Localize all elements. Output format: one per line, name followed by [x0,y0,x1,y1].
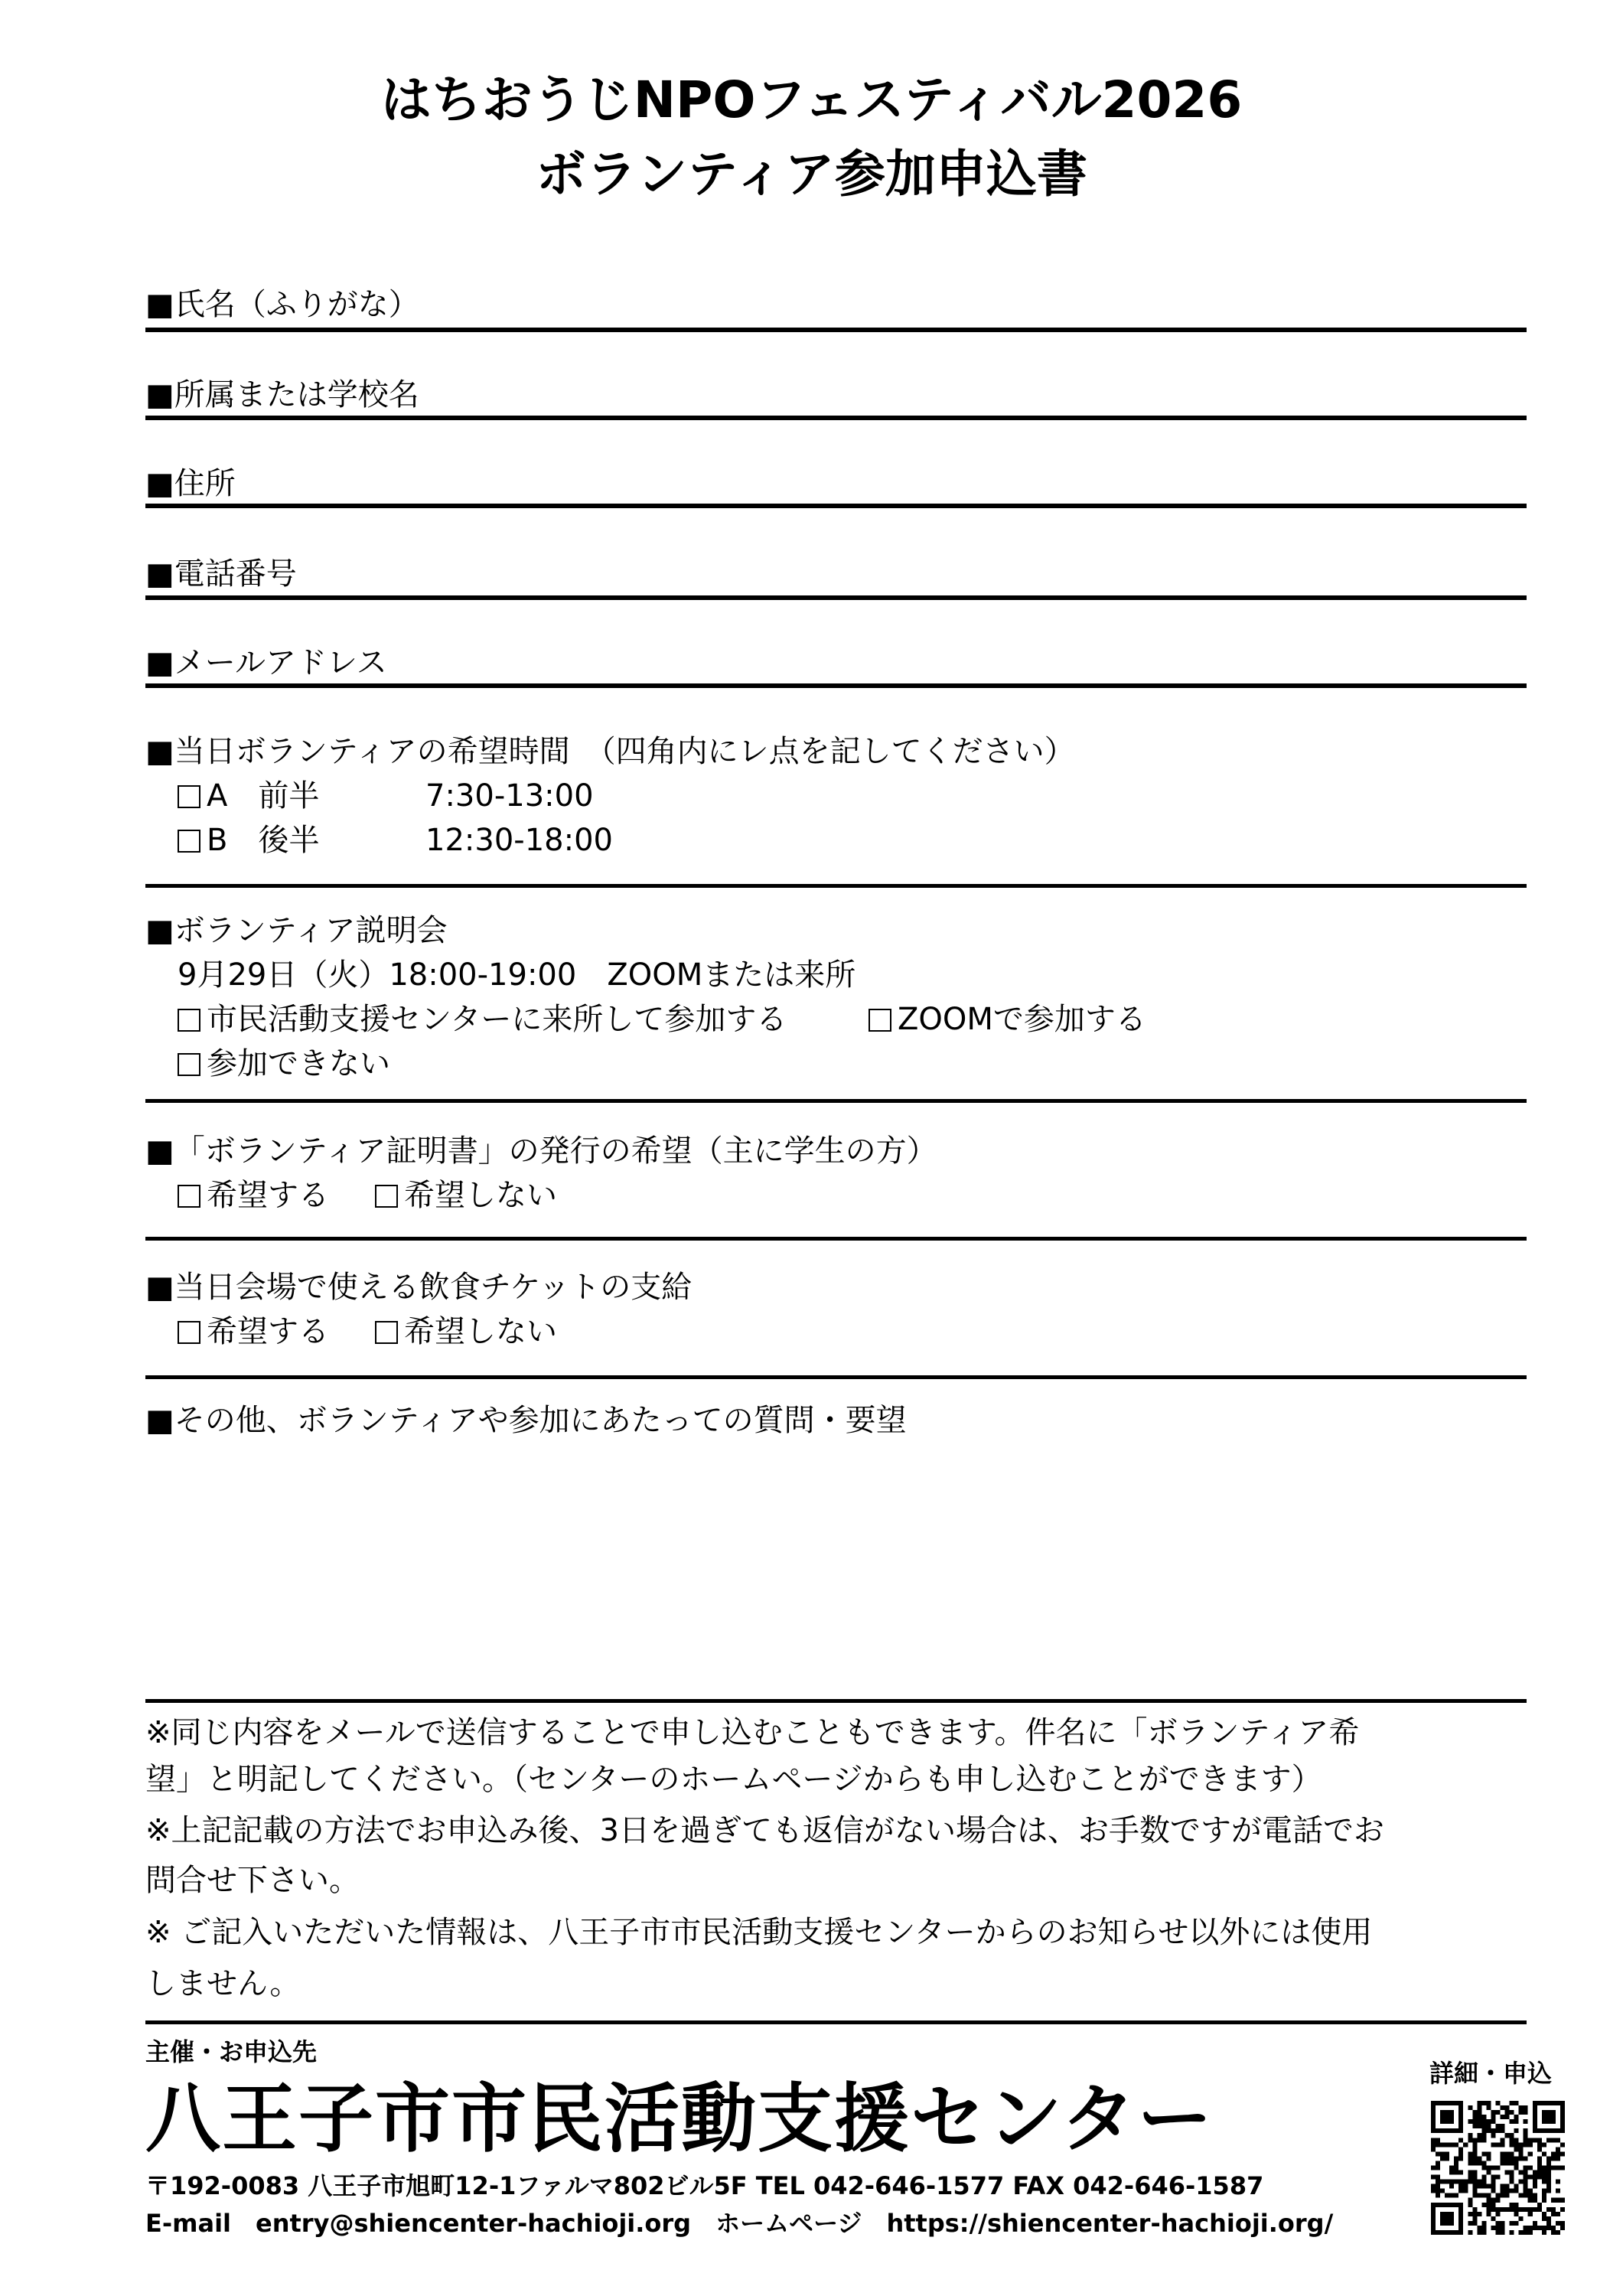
other-heading: ■その他、ボランティアや参加にあたっての質問・要望 [145,1403,907,1438]
checkbox[interactable] [178,1053,200,1076]
briefing-date: 9月29日（火）18:00-19:00 ZOOMまたは来所 [178,957,856,993]
phone-field-label: ■電話番号 [145,556,297,592]
time-option-b[interactable] [178,825,319,856]
affiliation-field-label: ■所属または学校名 [145,377,419,413]
certificate-heading: ■「ボランティア証明書」の発行の希望（主に学生の方） [145,1133,937,1169]
certificate-option-yes-label: 希望する [207,1178,329,1213]
checkbox[interactable] [178,1321,200,1344]
divider [145,1099,1527,1103]
note-line: 問合せ下さい。 [145,1863,360,1898]
divider [145,683,1527,688]
briefing-option-none[interactable] [178,1046,390,1081]
qr-label: 詳細・申込 [1429,2059,1553,2088]
checkbox[interactable] [178,830,200,853]
divider [145,504,1527,508]
email-field-label: ■メールアドレス [145,645,387,680]
briefing-option-visit[interactable] [178,1004,787,1035]
checkbox[interactable] [178,785,200,808]
host-label: 主催・お申込先 [145,2037,318,2066]
page-subtitle: ボランティア参加申込書 [536,145,1087,204]
time-option-a[interactable] [178,778,320,814]
contact-line[interactable]: E-mail entry@shiencenter-hachioji.org ホームページ https://shiencenter-hachioji.org/ [145,2209,1334,2238]
note-line: ※上記記載の方法でお申込み後、3日を過ぎても返信がない場合は、お手数ですが電話でお [145,1813,1384,1848]
name-field-label: ■氏名（ふりがな） [145,287,419,322]
time-section-heading: ■当日ボランティアの希望時間 （四角内にレ点を記してください） [145,734,1075,769]
qr-code-icon[interactable] [1431,2101,1565,2235]
ticket-option-no[interactable] [375,1316,557,1347]
note-line: 望」と明記してください。（センターのホームページからも申し込むことができます） [145,1762,1322,1797]
divider [145,884,1527,888]
address-field-label: ■住所 [145,466,236,501]
certificate-option-no-label: 希望しない [404,1178,557,1213]
briefing-option-zoom-label: ZOOMで参加する [898,1002,1146,1037]
divider [145,416,1527,420]
divider [145,2020,1527,2024]
certificate-option-yes[interactable] [178,1180,329,1211]
ticket-option-no-label: 希望しない [404,1314,557,1349]
page-title: はちおうじNPOフェスティバル2026 [380,70,1243,129]
time-option-b-time: 12:30-18:00 [425,823,613,858]
ticket-option-yes-label: 希望する [207,1314,329,1349]
checkbox[interactable] [375,1321,398,1344]
divider [145,1699,1527,1703]
other-answer-area[interactable] [145,1446,1527,1676]
ticket-option-yes[interactable] [178,1316,329,1347]
divider [145,328,1527,332]
checkbox[interactable] [178,1009,200,1032]
note-line: ※同じ内容をメールで送信することで申し込むこともできます。件名に「ボランティア希 [145,1715,1360,1750]
briefing-option-zoom[interactable] [869,1004,1146,1035]
ticket-heading: ■当日会場で使える飲食チケットの支給 [145,1270,693,1305]
time-option-a-time: 7:30-13:00 [425,778,594,814]
time-option-a-label: A 前半 [207,778,320,814]
checkbox[interactable] [869,1009,891,1032]
divider [145,1375,1527,1379]
time-option-b-label: B 後半 [207,823,320,858]
briefing-option-none-label: 参加できない [207,1046,390,1081]
checkbox[interactable] [178,1185,200,1208]
certificate-option-no[interactable] [375,1180,557,1211]
organization-name: 八王子市市民活動支援センター [145,2076,1214,2163]
address-line: 〒192-0083 八王子市旭町12-1ファルマ802ビル5F TEL 042-646-1577 FAX 042-646-1587 [145,2171,1264,2200]
briefing-option-visit-label: 市民活動支援センターに来所して参加する [207,1002,787,1037]
note-line: しません。 [145,1966,301,2001]
briefing-heading: ■ボランティア説明会 [145,913,448,948]
divider [145,595,1527,600]
checkbox[interactable] [375,1185,398,1208]
divider [145,1237,1527,1241]
note-line: ※ ご記入いただいた情報は、八王子市市民活動支援センターからのお知らせ以外には使用 [145,1915,1373,1950]
